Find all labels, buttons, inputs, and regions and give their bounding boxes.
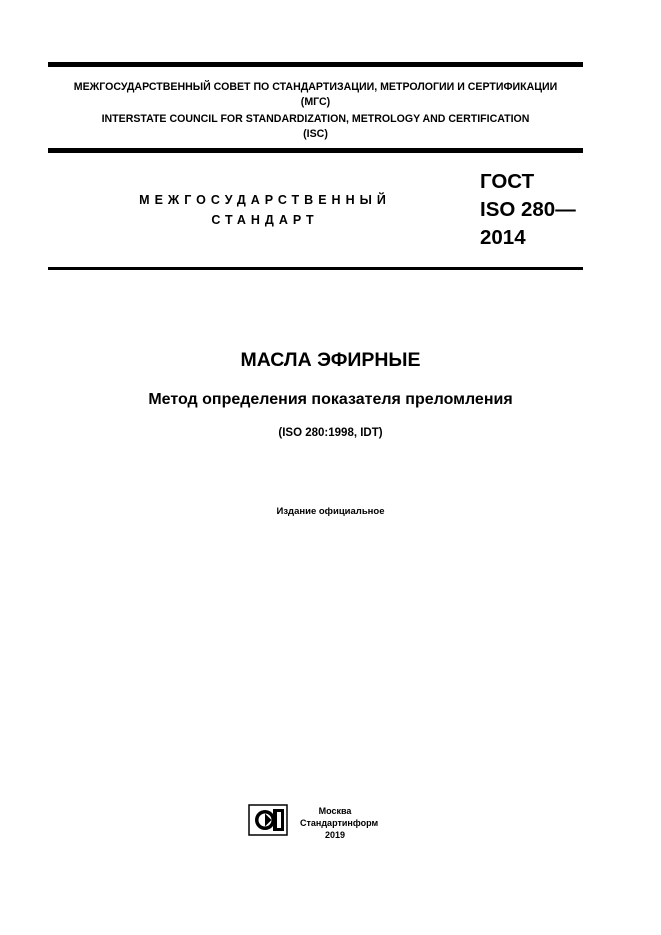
designation-gost: ГОСТ — [480, 170, 535, 193]
designation-iso: ISO 280— — [480, 198, 576, 221]
council-name-en-line: INTERSTATE COUNCIL FOR STANDARDIZATION, METROLOGY AND CERTIFICATION — [101, 113, 530, 125]
middle-rule — [48, 148, 583, 153]
edition-note: Издание официальное — [276, 506, 385, 517]
council-name-ru — [48, 80, 583, 110]
standard-label-line1: МЕЖГОСУДАРСТВЕННЫЙ — [139, 193, 391, 207]
council-abbr-ru: (МГС) — [300, 96, 331, 108]
designation-year: 2014 — [480, 226, 526, 249]
council-name-en — [48, 112, 583, 142]
standard-label-line2: СТАНДАРТ — [211, 213, 319, 227]
document-title: МАСЛА ЭФИРНЫЕ — [240, 349, 421, 371]
council-abbr-en: (ISC) — [303, 128, 328, 140]
council-name-ru-line: МЕЖГОСУДАРСТВЕННЫЙ СОВЕТ ПО СТАНДАРТИЗАЦИИ, МЕТРОЛОГИИ И СЕРТИФИКАЦИИ — [73, 81, 558, 93]
publisher-city: Москва — [318, 806, 352, 816]
publisher-name: Стандартинформ — [300, 818, 379, 828]
document-subtitle: Метод определения показателя преломления — [148, 391, 513, 408]
top-rule — [48, 62, 583, 67]
standartinform-logo-icon — [248, 804, 288, 836]
publisher-year: 2019 — [324, 830, 346, 840]
bottom-rule — [48, 267, 583, 270]
iso-reference: (ISO 280:1998, IDT) — [278, 427, 383, 439]
